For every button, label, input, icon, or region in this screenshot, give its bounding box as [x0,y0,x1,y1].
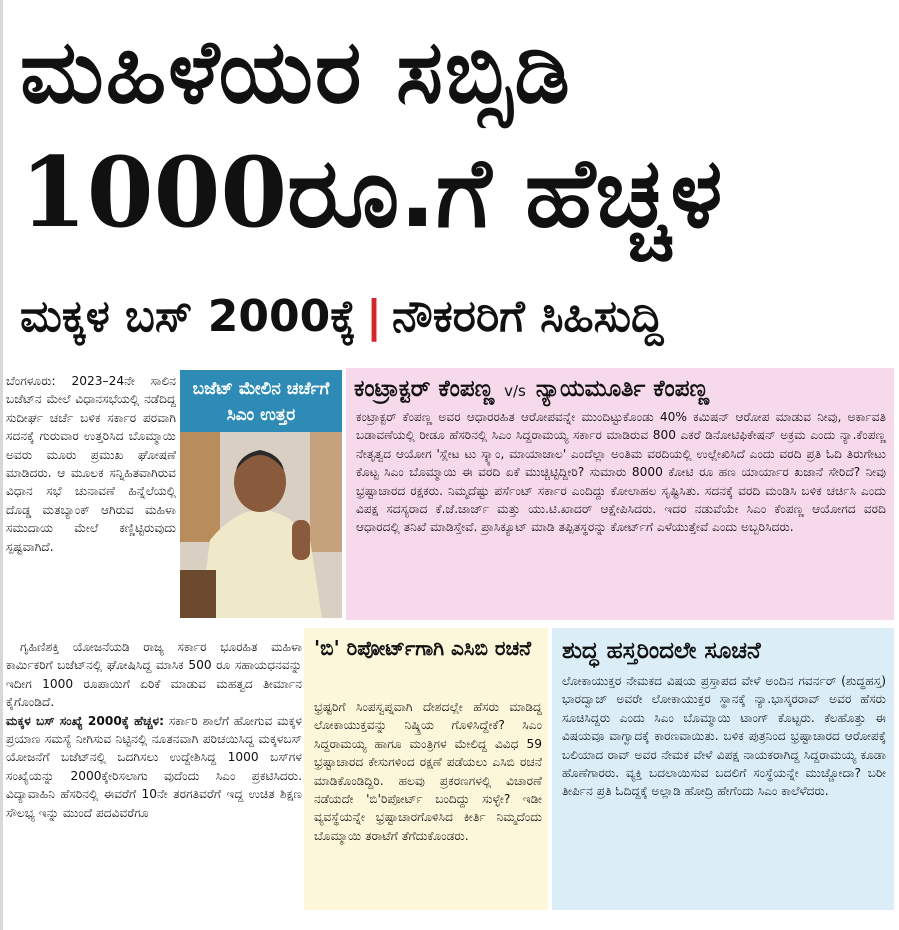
subheadline [20,288,880,346]
box-body: ಕಂಟ್ರಾಕ್ಟರ್ ಕೆಂಪಣ್ಣ ಅವರ ಆಧಾರರಹಿತ ಆರೋಪವನ್ನೇ ಮುಂದಿಟ್ಟುಕೊಂಡು 40% ಕಮಿಷನ್ ಆರೋಪ ಮಾಡುವ ನೀವು, ಅರ್ಕಾವತಿ ಬಡಾವಣೆಯಲ್ಲಿ ರೀಡೂ ಹೆಸರಿನಲ್ಲಿ ಸಿಎಂ ಸಿದ್ದರಾಮಯ್ಯ ಸರ್ಕಾರ ಮಾಡಿರುವ 800 ಎಕರೆ ಡಿನೋಟಿಫಿಕೇಷನ್ ಅಕ್ರಮ ಎಂದು ನ್ಯಾ.ಕೆಂಪಣ್ಣ ನೇತೃತ್ವದ ಆಯೋಗ 'ಸ್ಲೇಟ ಟು ಸ್ಕ್ಯಾಂ, ಮಾಯಾಜಾಲ' ಎಂದೆಲ್ಲಾ ಅಂತಿಮ ವರದಿಯಲ್ಲಿ ಉಲ್ಲೇಖಿಸಿದೆ ಎಂದು ವರದಿ ಪ್ರತಿ ಓದಿ ತಿರುಗೇಟು ಕೊಟ್ಟ ಸಿಎಂ ಬೊಮ್ಮಾಯಿ ಈ ವರದಿ ಏಕೆ ಮುಚ್ಚಿಟ್ಟಿದ್ದೀರಿ? ಸುಮಾರು 8000 ಕೋಟಿ ರೂ ಹಣ ಯಾರ್ಯಾರ ಖಜಾನೆ ಸೇರಿದೆ? ನೀವು ಭ್ರಷ್ಟಾಚಾರದ ರಕ್ಷಕರು. ನಿಮ್ಮದೆಷ್ಟು ಪರ್ಸೆಂಟ್ ಸರ್ಕಾರ ಎಂದಿದ್ದು ಕೋಲಾಹಲ ಸೃಷ್ಟಿಸಿತು. ಸದನಕ್ಕೆ ವರದಿ ಮಂಡಿಸಿ ಬಳಿಕ ಚರ್ಚಿಸಿ ಎಂದು ವಿಪಕ್ಷ ಸದಸ್ಯರಾದ ಕೆ.ಜೆ.ಜಾರ್ಜ್ ಮತ್ತು ಯು.ಟಿ.ಖಾದರ್ ಆಕ್ಷೇಪಿಸಿದರು. ಇದರ ನಡುವೆಯೇ ಸಿಎಂ ಕೆಂಪಣ್ಣ ಆಯೋಗದ ವರದಿ ಆಧಾರದಲ್ಲಿ ತನಿಖೆ ಮಾಡಿಸ್ತೇವೆ. ಪ್ರಾಸಿಕ್ಯೂಟ್ ಮಾಡಿ ತಪ್ಪಿತಸ್ಥರನ್ನು ಕೋರ್ಟ್‌ಗೆ ಎಳೆಯುತ್ತೇವೆ ಎಂದು ಅಬ್ಬರಿಸಿದರು. [356,410,886,535]
clean-hands-box [552,628,894,910]
article-left-column [6,372,176,556]
photo-caption: ಬಜೆಟ್ ಮೇಲಿನ ಚರ್ಚೆಗೆ ಸಿಎಂ ಉತ್ತರ [180,370,342,432]
article-paragraph-2: ಗೃಹಿಣಿಶಕ್ತಿ ಯೋಜನೆಯಡಿ ರಾಜ್ಯ ಸರ್ಕಾರ ಭೂರಹಿತ ಮಹಿಳಾ ಕಾರ್ಮಿಕರಿಗೆ ಬಜೆಟ್‌ನಲ್ಲಿ ಘೋಷಿಸಿದ್ದ ಮಾಸಿಕ 500 ರೂ ಸಹಾಯಧನವನ್ನು ಇದೀಗ 1000 ರೂಪಾಯಿಗೆ ಏರಿಕೆ ಮಾಡುವ ಮಹತ್ವದ ತೀರ್ಮಾನ ಕೈಗೊಂಡಿದೆ. [6,640,302,710]
acb-report-box [304,628,548,910]
headline-line-2 [20,138,880,248]
contractor-vs-justice-box [346,368,894,620]
headline-amount: 1000 [20,136,288,249]
article-paragraph-3-body: ಸರ್ಕಾರಿ ಶಾಲೆಗೆ ಹೋಗುವ ಮಕ್ಕಳ ಪ್ರಯಾಣ ಸಮಸ್ಯೆ ನೀಗಿಸುವ ನಿಟ್ಟಿನಲ್ಲಿ ನೂತನವಾಗಿ ಪರಿಚಯಿಸಿದ್ದ ಮಕ್ಕಳಬಸ್ ಯೋಜನೆಗೆ ಬಜೆಟ್‌ನಲ್ಲಿ ಒದಗಿಸಲು ಉದ್ದೇಶಿಸಿದ್ದ 1000 ಬಸ್‌ಗಳ ಸಂಖ್ಯೆಯನ್ನು 2000ಕ್ಕೇರಿಸಲಾಗು ವುದೆಂದು ಸಿಎಂ ಪ್ರಕಟಿಸಿದರು. ವಿದ್ಯಾವಾಹಿನಿ ಹೆಸರಿನಲ್ಲಿ ಈವರೆಗೆ 10ನೇ ತರಗತಿವರೆಗೆ ಇದ್ದ ಉಚಿತ ಶಿಕ್ಷಣ ಸೌಲಭ್ಯ ಇನ್ನು ಮುಂದೆ ಪದವಿವರೆಗೂ [6,713,302,820]
box-title: 'ಬಿ' ರಿಪೋರ್ಟ್‌ಗಾಗಿ ಎಸಿಬಿ ರಚನೆ [314,636,532,660]
subhead-right: ನೌಕರರಿಗೆ ಸಿಹಿಸುದ್ದಿ [392,291,664,342]
article-paragraph-3-lead: ಮಕ್ಕಳ ಬಸ್ ಸಂಖ್ಯೆ 2000ಕ್ಕೆ ಹೆಚ್ಚಳ: [6,713,165,728]
box-body: ಲೋಕಾಯುಕ್ತರ ನೇಮಕದ ವಿಷಯ ಪ್ರಸ್ತಾಪದ ವೇಳೆ ಅಂದಿನ ಗವರ್ನರ್ (ಶುದ್ಧಹಸ್ತ) ಭಾರದ್ವಾಜ್ ಅವರೇ ಲೋಕಾಯುಕ್ತರ ಸ್ಥಾನಕ್ಕೆ ನ್ಯಾ.ಭಾಸ್ಕರರಾವ್ ಅವರ ಹೆಸರು ಸೂಚಿಸಿದ್ದರು ಎಂದು ಸಿಎಂ ಬೊಮ್ಮಾಯಿ ಟಾಂಗ್ ಕೊಟ್ಟರು. ಕೆಲಹೊತ್ತು ಈ ವಿಷಯವೂ ವಾಗ್ವಾದಕ್ಕೆ ಕಾರಣವಾಯಿತು. ಬಳಿಕ ಪುತ್ರನಿಂದ ಭ್ರಷ್ಟಾಚಾರದ ಆರೋಪಕ್ಕೆ ಬಲಿಯಾದ ರಾವ್ ಅವರ ನೇಮಕ ವೇಳೆ ವಿಪಕ್ಷ ನಾಯಕರಾಗಿದ್ದ ಸಿದ್ದರಾಮಯ್ಯ ಕೂಡಾ ಹೊಣೆಗಾರರು. ವ್ಯಕ್ತಿ ಬದಲಾಯಿಸುವ ಬದಲಿಗೆ ಸಂಸ್ಥೆಯನ್ನೇ ಮುಚ್ಚೋದಾ? ಬರೀ ತೀರ್ಪಿನ ಪ್ರತಿ ಓದಿದ್ದಕ್ಕೆ ಅಲ್ಲಾಡಿ ಹೋದ್ರಿ ಹೇಗೆಂದು ಸಿಎಂ ಕಾಲೆಳೆದರು. [562,674,886,799]
box-title: ಶುದ್ಧ ಹಸ್ತರಿಂದಲೇ ಸೂಚನೆ [562,638,761,664]
subhead-separator: | [365,291,383,342]
headline-line-2-text: ರೂ.ಗೆ ಹೆಚ್ಚಳ [287,137,723,249]
article-left-column-bottom [6,638,302,822]
page-edge [0,0,3,930]
title-vs: v/s [504,382,526,400]
box-title [354,374,709,406]
article-paragraph-1: ಬೆಂಗಳೂರು: 2023–24ನೇ ಸಾಲಿನ ಬಜೆಟ್‌ನ ಮೇಲೆ ವಿಧಾನಸಭೆಯಲ್ಲಿ ನಡೆದಿದ್ದ ಸುದೀರ್ಘ ಚರ್ಚೆ ಬಳಿಕ ಸರ್ಕಾರ ಪರವಾಗಿ ಸದನಕ್ಕೆ ಗುರುವಾರ ಉತ್ತರಿಸಿದ ಬೊಮ್ಮಾಯಿ ಅವರು ಮೂರು ಪ್ರಮುಖ ಘೋಷಣೆ ಮಾಡಿದರು. ಆ ಮೂಲಕ ಸನ್ನಿಹಿತವಾಗಿರುವ ವಿಧಾನ ಸಭೆ ಚುನಾವಣೆ ಹಿನ್ನೆಲೆಯಲ್ಲಿ ದೊಡ್ಡ ಮತಬ್ಯಾಂಕ್ ಆಗಿರುವ ಮಹಿಳಾ ಸಮುದಾಯ ಮೇಲೆ ಕಣ್ಣಿಟ್ಟಿರುವುದು ಸ್ಪಷ್ಟವಾಗಿದೆ. [6,374,176,554]
title-right: ನ್ಯಾಯಮೂರ್ತಿ ಕೆಂಪಣ್ಣ [535,376,709,402]
cm-photo [180,370,342,618]
box-body: ಭ್ರಷ್ಟರಿಗೆ ಸಿಂಪಸ್ವಪ್ನವಾಗಿ ದೇಶದಲ್ಲೇ ಹೆಸರು ಮಾಡಿದ್ದ ಲೋಕಾಯುಕ್ತವನ್ನು ನಿಷ್ಕ್ರಿಯ ಗೊಳಿಸಿದ್ದೇಕೆ? ಸಿಎಂ ಸಿದ್ದರಾಮಯ್ಯ ಹಾಗೂ ಮಂತ್ರಿಗಳ ಮೇಲಿದ್ದ ವಿವಿಧ 59 ಭ್ರಷ್ಟಾಚಾರದ ಕೇಸುಗಳಿಂದ ರಕ್ಷಣೆ ಪಡೆಯಲು ಎಸಿಬಿ ರಚನೆ ಮಾಡಿಕೊಂಡಿದ್ದಿರಿ. ಹಲವು ಪ್ರಕರಣಗಳಲ್ಲಿ ವಿಚಾರಣೆ ನಡೆಯದೇ 'ಬಿ'ರಿಪೋರ್ಟ್ ಬಂದಿದ್ದು ಸುಳ್ಳೇ? ಇಡೀ ವ್ಯವಸ್ಥೆಯನ್ನೇ ಭ್ರಷ್ಟಾಚಾರಗೊಳಿಸಿದ ಕೀರ್ತಿ ನಿಮ್ಮದೆಂದು ಬೊಮ್ಮಾಯಿ ತರಾಟೆಗೆ ತೆಗೆದುಕೊಂಡರು. [314,700,542,843]
headline-line-1: ಮಹಿಳೆಯರ ಸಬ್ಸಿಡಿ [20,20,572,123]
subhead-left: ಮಕ್ಕಳ ಬಸ್ 2000ಕ್ಕೆ [20,291,356,342]
title-left: ಕಂಟ್ರಾಕ್ಟರ್ ಕೆಂಪಣ್ಣ [354,376,495,402]
article-paragraph-3 [6,712,302,822]
